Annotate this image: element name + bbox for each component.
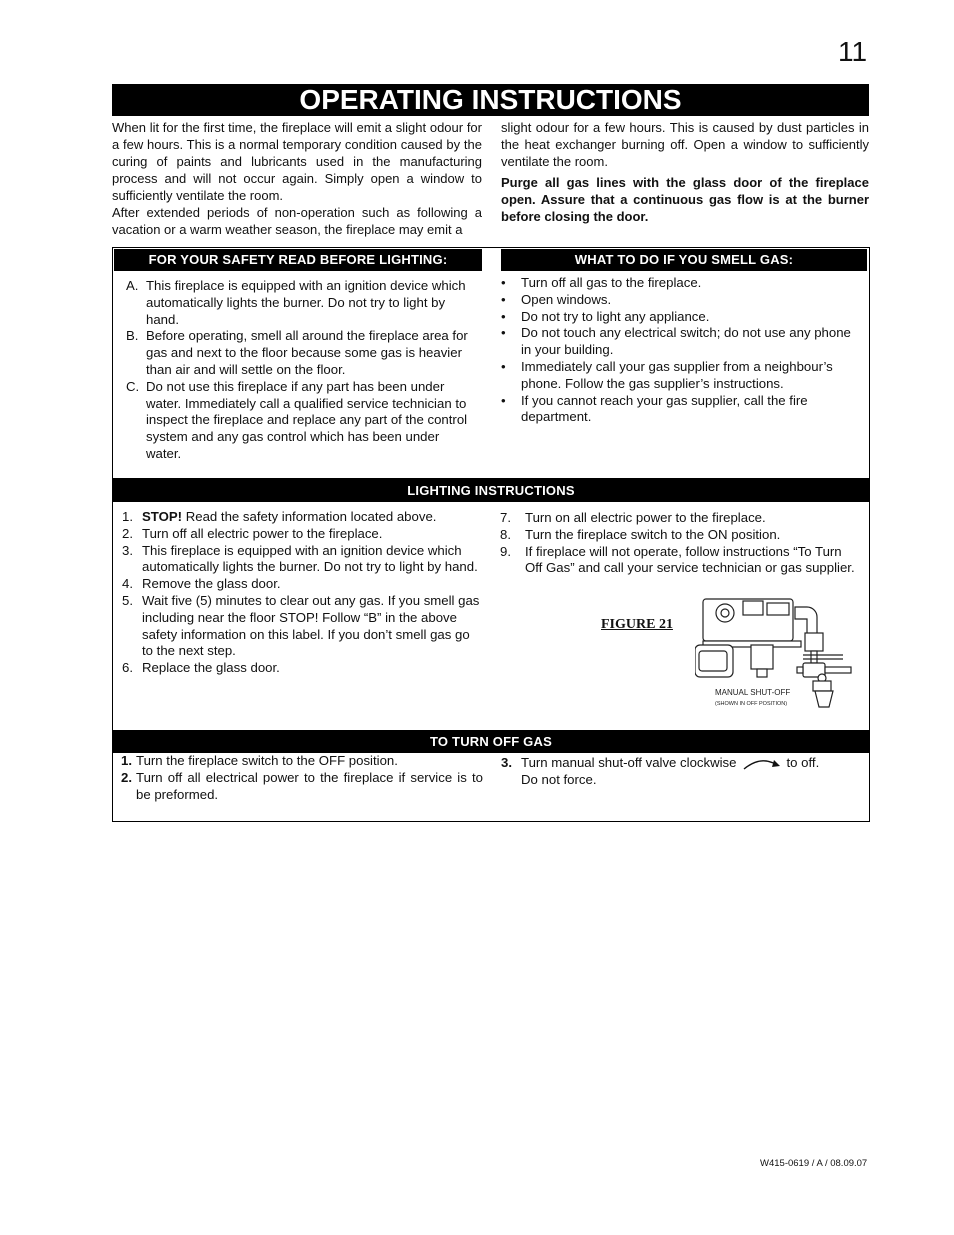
safety-list <box>126 278 478 463</box>
lighting-step-1: 1. STOP! Read the safety information located above. <box>122 509 437 524</box>
lighting-steps-left <box>122 509 484 677</box>
lighting-step-8: 8. Turn the fireplace switch to the ON position. <box>500 526 781 542</box>
clockwise-arrow-icon <box>741 757 783 771</box>
turn-off-step-1: 1. Turn the fireplace switch to the OFF position. <box>121 753 398 768</box>
lighting-step-2: 2. Turn off all electric power to the fireplace. <box>122 525 383 541</box>
intro-left-column <box>112 119 482 238</box>
smell-item: • Turn off all gas to the fireplace. <box>501 275 702 290</box>
lighting-header: LIGHTING INSTRUCTIONS <box>113 480 869 502</box>
lighting-step-5: 5. Wait five (5) minutes to clear out any gas. If you smell gas including near the floor STOP! Follow “B” in the above safety information on this label. If you don’t smell gas go to the next step. <box>122 592 480 659</box>
smell-item: • Immediately call your gas supplier from a neighbour’s phone. Follow the gas supplier’s instructions. <box>501 358 833 391</box>
safety-item-b: B. Before operating, smell all around the fireplace area for gas and next to the floor because some gas is heavier than air and will settle on the floor. <box>126 328 468 377</box>
document-code: W415-0619 / A / 08.09.07 <box>760 1158 868 1169</box>
safety-item-c: C. Do not use this fireplace if any part has been under water. Immediately call a qualified service technician to inspect the fireplace and replace any part of the control system and any gas control which has been under water. <box>126 378 468 461</box>
smell-item: • Do not try to light any appliance. <box>501 308 710 324</box>
turn-off-steps-left <box>121 753 483 803</box>
gas-valve-illustration <box>695 593 855 715</box>
smell-gas-list <box>501 275 861 426</box>
smell-item: • Open windows. <box>501 291 612 307</box>
lighting-step-7: 7. Turn on all electric power to the fireplace. <box>500 510 766 525</box>
intro-paragraph-1: When lit for the first time, the fireplace will emit a slight odour for a few hours. This is a normal temporary condition caused by the curing of paints and lubricants used in the manufacturing process and will not occur again. Simply open a window to sufficiently ventilate the room. <box>112 120 482 203</box>
smell-item: • Do not touch any electrical switch; do not use any phone in your building. <box>501 325 851 358</box>
page-number: 11 <box>838 36 868 67</box>
lighting-step-4: 4. Remove the glass door. <box>122 576 281 592</box>
page-title: OPERATING INSTRUCTIONS <box>299 84 682 115</box>
turn-off-step-2: 2. Turn off all electrical power to the fireplace if service is to be preformed. <box>121 769 483 802</box>
safety-item-a: A. This fireplace is equipped with an ignition device which automatically lights the burner. Do not try to light by hand. <box>126 278 466 327</box>
lighting-steps-right <box>500 510 860 577</box>
turn-off-step-3: 3. Turn manual shut-off valve clockwise to off. Do not force. <box>501 755 820 787</box>
smell-item: • If you cannot reach your gas supplier, call the fire department. <box>501 392 808 425</box>
intro-right-column <box>501 119 869 225</box>
intro-paragraph-3: slight odour for a few hours. This is caused by dust particles in the heat exchanger burning off. Open a window to sufficiently ventilate the room. <box>501 120 869 169</box>
title-bar <box>112 84 869 116</box>
lighting-step-3: 3. This fireplace is equipped with an ignition device which automatically lights the burner. Do not try to light by hand. <box>122 542 478 575</box>
figure-caption: MANUAL SHUT-OFF <box>715 688 791 697</box>
safety-header: FOR YOUR SAFETY READ BEFORE LIGHTING: <box>114 249 482 271</box>
lighting-step-6: 6. Replace the glass door. <box>122 660 280 676</box>
purge-warning: Purge all gas lines with the glass door of the fireplace open. Assure that a continuous gas flow is at the burner before closing the door. <box>501 175 869 224</box>
lighting-step-9: 9. If fireplace will not operate, follow instructions “To Turn Off Gas” and call your service technician or gas supplier. <box>500 543 855 576</box>
intro-paragraph-2: After extended periods of non-operation such as following a vacation or a warm weather season, the fireplace may emit a <box>112 205 482 237</box>
figure-label: FIGURE 21 <box>601 617 673 632</box>
turn-off-steps-right <box>501 755 851 789</box>
figure-subcaption: (SHOWN IN OFF POSITION) <box>715 701 788 707</box>
smell-gas-header: WHAT TO DO IF YOU SMELL GAS: <box>501 249 867 271</box>
turn-off-header: TO TURN OFF GAS <box>113 731 869 753</box>
